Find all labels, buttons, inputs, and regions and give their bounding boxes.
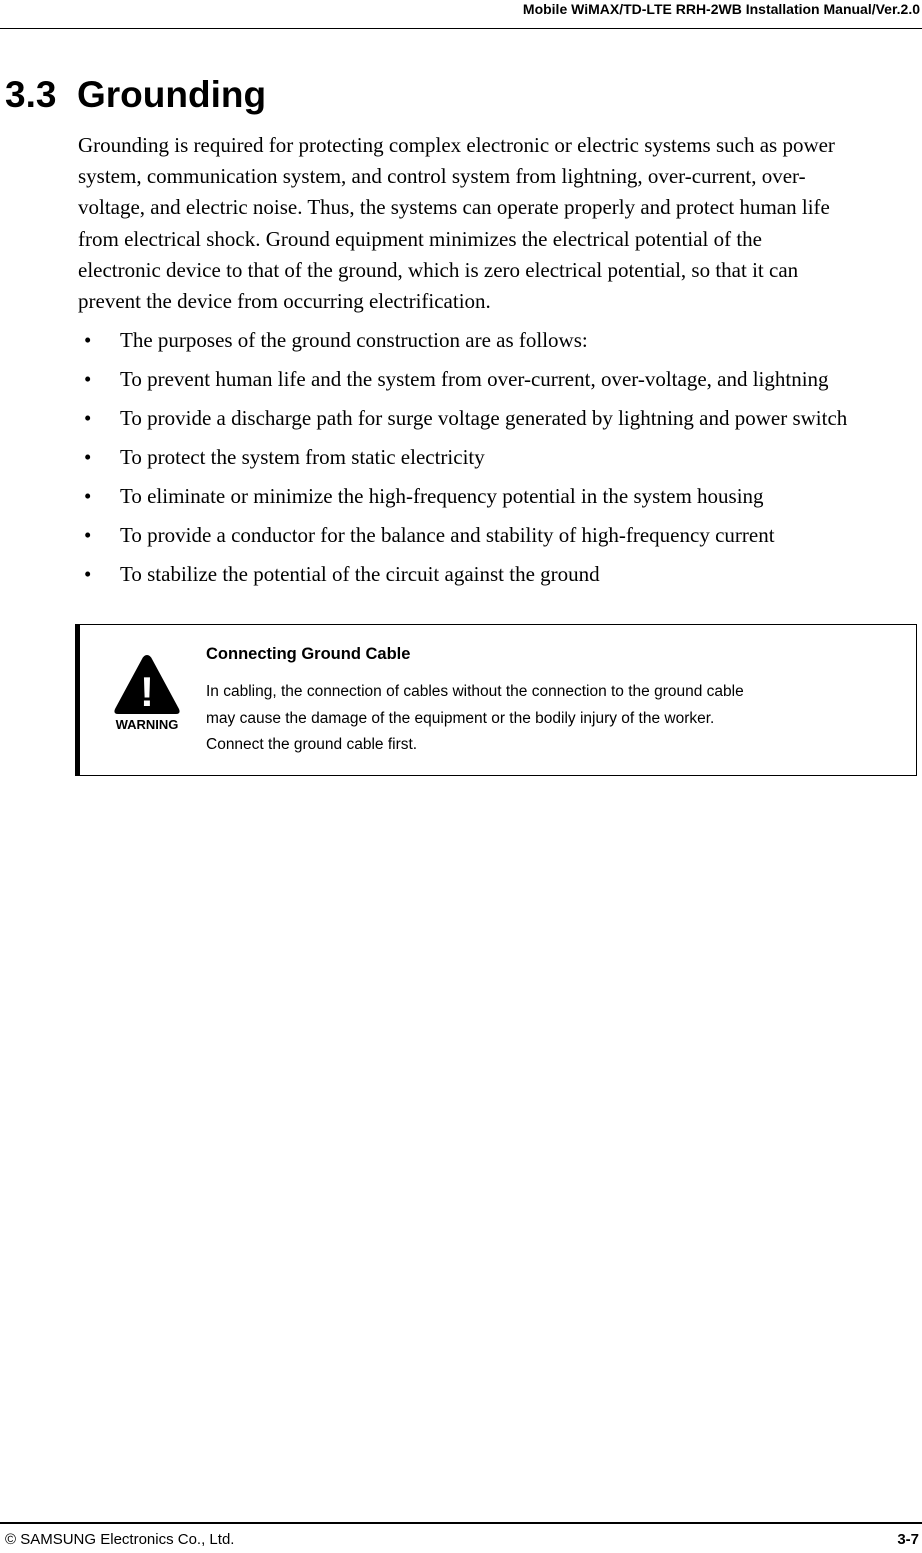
warning-message: [206, 679, 886, 759]
bullet-icon: •: [84, 367, 92, 391]
copyright-text: © SAMSUNG Electronics Co., Ltd.: [5, 1531, 235, 1548]
page-header: [0, 0, 922, 29]
bullet-text: To eliminate or minimize the high-frequency potential in the system housing: [120, 484, 764, 508]
bullet-icon: •: [84, 562, 92, 586]
list-item: [78, 324, 922, 363]
intro-paragraph: [78, 130, 918, 317]
bullet-text: To protect the system from static electricity: [120, 445, 485, 469]
warning-callout: [75, 624, 917, 776]
list-item: [78, 480, 922, 519]
purpose-bullet-list: [78, 324, 922, 597]
warning-line: In cabling, the connection of cables without the connection to the ground cable: [206, 683, 744, 700]
paragraph-line: system, communication system, and control system from lightning, over-current, over-: [78, 164, 806, 189]
list-item: [78, 402, 922, 441]
paragraph-line: electronic device to that of the ground, which is zero electrical potential, so that it can: [78, 257, 799, 282]
warning-label: WARNING: [115, 717, 179, 732]
warning-exclamation: !: [140, 668, 154, 715]
bullet-text: The purposes of the ground construction are as follows:: [120, 328, 588, 352]
section-title: Grounding: [77, 74, 267, 115]
bullet-text: To provide a conductor for the balance and stability of high-frequency current: [120, 523, 775, 547]
bullet-icon: •: [84, 523, 92, 547]
bullet-text: To stabilize the potential of the circuit against the ground: [120, 562, 600, 586]
warning-triangle-icon: [112, 651, 182, 733]
list-item: [78, 363, 922, 402]
bullet-icon: •: [84, 445, 92, 469]
bullet-icon: •: [84, 484, 92, 508]
bullet-icon: •: [84, 328, 92, 352]
warning-title: Connecting Ground Cable: [206, 645, 411, 663]
section-heading: [5, 73, 266, 117]
paragraph-line: from electrical shock. Ground equipment minimizes the electrical potential of the: [78, 226, 763, 251]
paragraph-line: voltage, and electric noise. Thus, the systems can operate properly and protect human life: [78, 195, 830, 220]
list-item: [78, 441, 922, 480]
page-footer: [0, 1522, 922, 1553]
warning-line: may cause the damage of the equipment or the bodily injury of the worker.: [206, 709, 715, 727]
paragraph-line: Grounding is required for protecting complex electronic or electric systems such as power: [78, 133, 835, 157]
manual-title: Mobile WiMAX/TD-LTE RRH-2WB Installation Manual/Ver.2.0: [522, 1, 920, 17]
warning-line: Connect the ground cable first.: [206, 736, 418, 753]
page-number: 3-7: [897, 1531, 919, 1548]
list-item: [78, 558, 922, 597]
bullet-icon: •: [84, 406, 92, 430]
bullet-text: To prevent human life and the system from over-current, over-voltage, and lightning: [120, 367, 829, 391]
list-item: [78, 519, 922, 558]
bullet-text: To provide a discharge path for surge voltage generated by lightning and power switch: [120, 406, 848, 430]
section-number: 3.3: [5, 74, 57, 115]
paragraph-line: prevent the device from occurring electrification.: [78, 289, 491, 314]
